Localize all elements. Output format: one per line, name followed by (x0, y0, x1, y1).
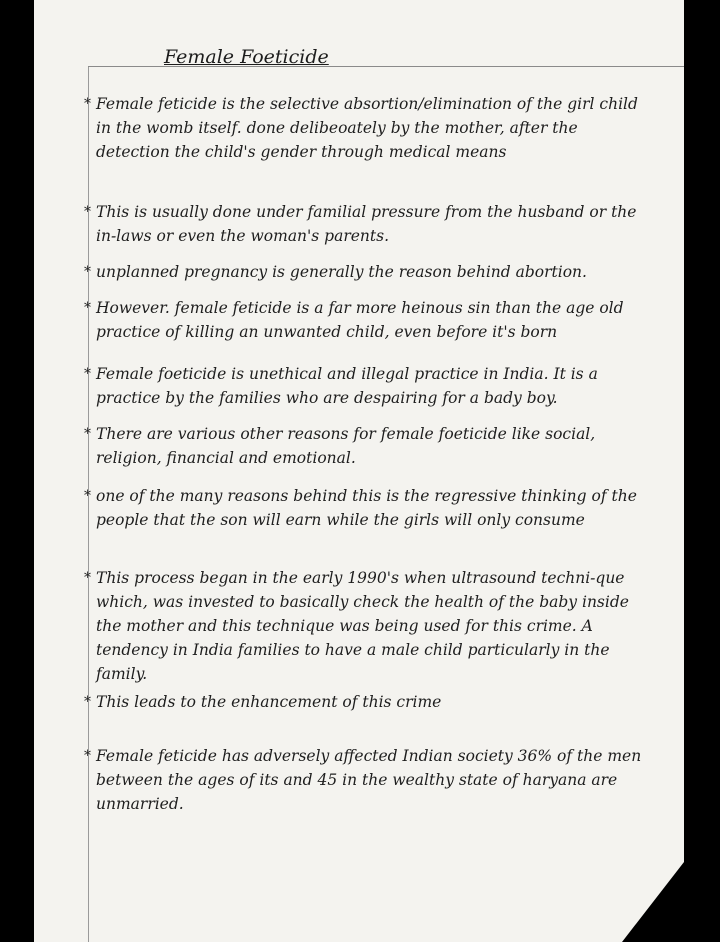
bullet-mark: * (84, 570, 91, 586)
note-text: one of the many reasons behind this is the regressive thinking of the people that the son will earn while the girls will only consume (96, 487, 637, 529)
bullet-mark: * (84, 366, 91, 382)
bullet-mark: * (84, 204, 91, 220)
bullet-mark: * (84, 300, 91, 316)
note-item (84, 296, 644, 344)
note-item (84, 92, 644, 164)
note-text: unplanned pregnancy is generally the reason behind abortion. (96, 263, 587, 281)
note-text: This is usually done under familial pressure from the husband or the in-laws or even the woman's parents. (96, 203, 637, 245)
note-text: This process began in the early 1990's when ultrasound techni-que which, was invested to basically check the health of the baby inside the mother and this technique was being used for this crime. A tendency in India families to have a male child particularly in the family. (96, 569, 629, 683)
note-item (84, 200, 644, 248)
bullet-mark: * (84, 426, 91, 442)
note-item (84, 422, 644, 470)
note-item (84, 362, 644, 410)
note-text: This leads to the enhancement of this crime (96, 693, 442, 711)
note-text: Female feticide is the selective absortion/elimination of the girl child in the womb itself. done delibeoately by the mother, after the detection the child's gender through medical means (96, 95, 638, 161)
note-text: Female feticide has adversely affected Indian society 36% of the men between the ages of its and 45 in the wealthy state of haryana are unmarried. (96, 747, 642, 813)
bullet-mark: * (84, 748, 91, 764)
note-item (84, 690, 644, 714)
note-text: However. female feticide is a far more heinous sin than the age old practice of killing an unwanted child, even before it's born (96, 299, 624, 341)
bullet-mark: * (84, 694, 91, 710)
page-title: Female Foeticide (164, 46, 329, 68)
notebook-page (34, 0, 684, 942)
page-corner-shadow (622, 862, 684, 942)
note-item (84, 566, 644, 686)
note-item (84, 260, 644, 284)
note-item (84, 484, 644, 532)
note-item (84, 744, 644, 816)
notes-list (84, 92, 644, 816)
bullet-mark: * (84, 264, 91, 280)
bullet-mark: * (84, 488, 91, 504)
note-text: There are various other reasons for female foeticide like social, religion, financial and emotional. (96, 425, 596, 467)
note-text: Female foeticide is unethical and illegal practice in India. It is a practice by the families who are despairing for a bady boy. (96, 365, 598, 407)
bullet-mark: * (84, 96, 91, 112)
